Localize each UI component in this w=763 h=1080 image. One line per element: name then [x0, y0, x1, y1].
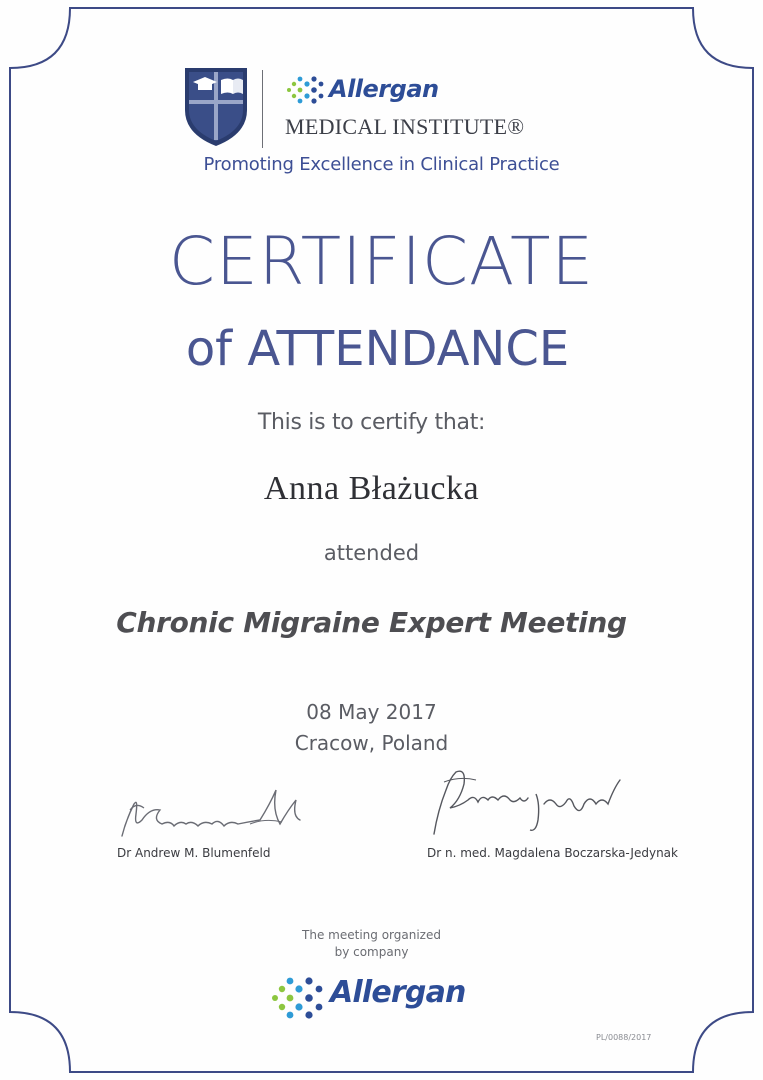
organizer-note [0, 927, 753, 961]
allergan-dots-icon [285, 74, 325, 106]
certificate-title: CERTIFICATE [168, 223, 595, 300]
event-date: 08 May 2017 [306, 700, 437, 724]
allergan-logo-bottom [270, 973, 490, 1019]
allergan-brand-text: Allergan [329, 75, 439, 103]
event-location: Cracow, Poland [294, 731, 449, 755]
header-logos [183, 66, 603, 156]
signature-blumenfeld [100, 780, 320, 850]
reference-number: PL/0088/2017 [596, 1033, 652, 1042]
attended-text: attended [323, 541, 420, 565]
certificate-subtitle: of ATTENDANCE [185, 321, 570, 377]
medical-institute-text: MEDICAL INSTITUTE® [285, 114, 525, 139]
signature-boczarska-jedynak [420, 760, 640, 840]
medical-institute-shield-icon [183, 66, 249, 148]
allergan-dots-icon [270, 975, 326, 1021]
tagline: Promoting Excellence in Clinical Practice [203, 154, 560, 175]
event-name: Chronic Migraine Expert Meeting [116, 606, 627, 639]
logo-divider [262, 70, 263, 148]
signatory-name-2: Dr n. med. Magdalena Boczarska-Jedynak [427, 846, 678, 860]
allergan-logo-top [285, 74, 455, 104]
signatory-name-1: Dr Andrew M. Blumenfeld [117, 846, 271, 860]
recipient-name: Anna Błażucka [263, 470, 480, 507]
organizer-line-1: The meeting organized [302, 928, 441, 942]
organizer-brand-text: Allergan [330, 975, 466, 1010]
certify-statement: This is to certify that: [257, 410, 486, 435]
organizer-line-2: by company [334, 945, 409, 959]
